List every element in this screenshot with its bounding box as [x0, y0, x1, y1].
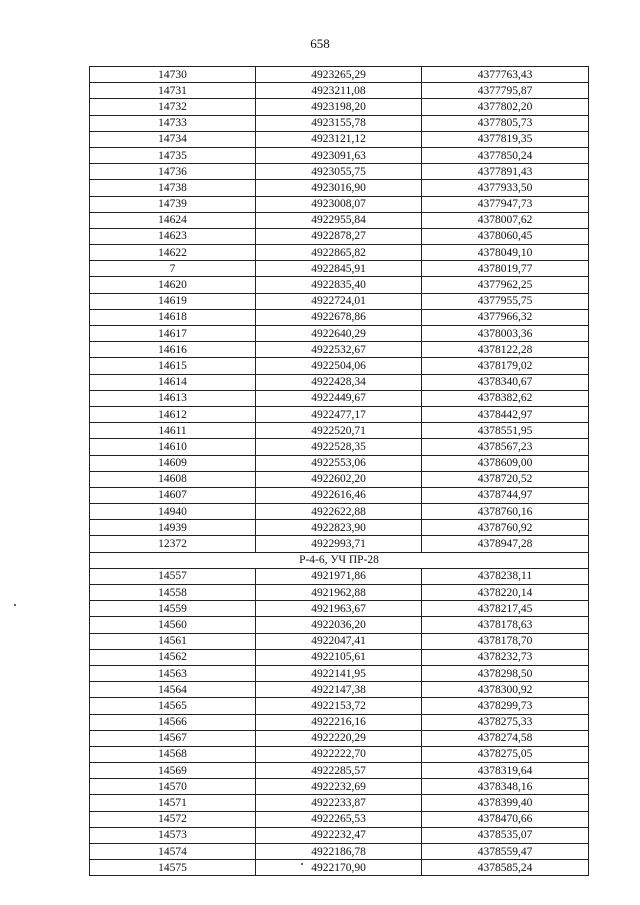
point-number-cell: 14620: [90, 277, 256, 293]
table-row: [90, 147, 589, 163]
x-coordinate-cell: 4922232,47: [256, 827, 422, 843]
point-number-cell: 14734: [90, 131, 256, 147]
table-row: [90, 827, 589, 843]
table-row: [90, 536, 589, 552]
table-row: [90, 293, 589, 309]
table-row: [90, 83, 589, 99]
point-number-cell: 14614: [90, 374, 256, 390]
x-coordinate-cell: 4922724,01: [256, 293, 422, 309]
y-coordinate-cell: 4378003,36: [422, 326, 589, 342]
y-coordinate-cell: 4378760,92: [422, 520, 589, 536]
x-coordinate-cell: 4922233,87: [256, 795, 422, 811]
table-row: [90, 374, 589, 390]
y-coordinate-cell: 4377850,24: [422, 147, 589, 163]
x-coordinate-cell: 4921962,88: [256, 585, 422, 601]
y-coordinate-cell: 4377805,73: [422, 115, 589, 131]
point-number-cell: 14619: [90, 293, 256, 309]
y-coordinate-cell: 4378340,67: [422, 374, 589, 390]
x-coordinate-cell: 4922865,82: [256, 245, 422, 261]
x-coordinate-cell: 4922216,16: [256, 714, 422, 730]
table-row: [90, 455, 589, 471]
x-coordinate-cell: 4922141,95: [256, 665, 422, 681]
point-number-cell: 14623: [90, 228, 256, 244]
point-number-cell: 14617: [90, 326, 256, 342]
y-coordinate-cell: 4378300,92: [422, 682, 589, 698]
table-row: [90, 520, 589, 536]
x-coordinate-cell: 4922845,91: [256, 261, 422, 277]
page-number: 658: [310, 36, 330, 51]
point-number-cell: 14730: [90, 67, 256, 83]
point-number-cell: 14567: [90, 730, 256, 746]
point-number-cell: 14607: [90, 487, 256, 503]
point-number-cell: 14613: [90, 390, 256, 406]
y-coordinate-cell: 4378049,10: [422, 245, 589, 261]
table-row: [90, 131, 589, 147]
point-number-cell: 7: [90, 261, 256, 277]
table-row: [90, 601, 589, 617]
x-coordinate-cell: 4922823,90: [256, 520, 422, 536]
x-coordinate-cell: 4923091,63: [256, 147, 422, 163]
point-number-cell: 14736: [90, 164, 256, 180]
x-coordinate-cell: 4922449,67: [256, 390, 422, 406]
table-row: [90, 245, 589, 261]
table-row: [90, 795, 589, 811]
table-row: [90, 698, 589, 714]
table-row: [90, 390, 589, 406]
table-row: [90, 649, 589, 665]
table-row: [90, 277, 589, 293]
y-coordinate-cell: 4378275,33: [422, 714, 589, 730]
table-row: [90, 406, 589, 422]
point-number-cell: 14939: [90, 520, 256, 536]
point-number-cell: 14561: [90, 633, 256, 649]
x-coordinate-cell: 4922428,34: [256, 374, 422, 390]
point-number-cell: 14557: [90, 568, 256, 584]
y-coordinate-cell: 4378744,97: [422, 487, 589, 503]
x-coordinate-cell: 4922147,38: [256, 682, 422, 698]
y-coordinate-cell: 4378275,05: [422, 746, 589, 762]
x-coordinate-cell: 4922640,29: [256, 326, 422, 342]
point-number-cell: 14615: [90, 358, 256, 374]
x-coordinate-cell: 4922835,40: [256, 277, 422, 293]
y-coordinate-cell: 4377966,32: [422, 309, 589, 325]
y-coordinate-cell: 4378238,11: [422, 568, 589, 584]
y-coordinate-cell: 4378567,23: [422, 439, 589, 455]
point-number-cell: 14608: [90, 471, 256, 487]
y-coordinate-cell: 4378060,45: [422, 228, 589, 244]
table-row: [90, 309, 589, 325]
y-coordinate-cell: 4378535,07: [422, 827, 589, 843]
x-coordinate-cell: 4922878,27: [256, 228, 422, 244]
point-number-cell: 14570: [90, 779, 256, 795]
point-number-cell: 14609: [90, 455, 256, 471]
y-coordinate-cell: 4378319,64: [422, 763, 589, 779]
point-number-cell: 14733: [90, 115, 256, 131]
y-coordinate-cell: 4377947,73: [422, 196, 589, 212]
point-number-cell: 14622: [90, 245, 256, 261]
point-number-cell: 14618: [90, 309, 256, 325]
y-coordinate-cell: 4378220,14: [422, 585, 589, 601]
y-coordinate-cell: 4378019,77: [422, 261, 589, 277]
x-coordinate-cell: 4922678,86: [256, 309, 422, 325]
y-coordinate-cell: 4378470,66: [422, 811, 589, 827]
point-number-cell: 14563: [90, 665, 256, 681]
point-number-cell: 12372: [90, 536, 256, 552]
table-row: [90, 633, 589, 649]
y-coordinate-cell: 4378178,70: [422, 633, 589, 649]
table-row: [90, 358, 589, 374]
point-number-cell: 14610: [90, 439, 256, 455]
table-row: [90, 682, 589, 698]
table-row: [90, 779, 589, 795]
y-coordinate-cell: 4378122,28: [422, 342, 589, 358]
section-title: Р-4-6, УЧ ПР-28: [90, 552, 589, 568]
x-coordinate-cell: 4922170,90: [256, 860, 422, 876]
x-coordinate-cell: 4922553,06: [256, 455, 422, 471]
x-coordinate-cell: 4922616,46: [256, 487, 422, 503]
x-coordinate-cell: 4922047,41: [256, 633, 422, 649]
x-coordinate-cell: 4923008,07: [256, 196, 422, 212]
point-number-cell: 14572: [90, 811, 256, 827]
coordinates-table-body: [90, 67, 589, 876]
x-coordinate-cell: 4922504,06: [256, 358, 422, 374]
table-row: [90, 763, 589, 779]
x-coordinate-cell: 4922222,70: [256, 746, 422, 762]
table-row: [90, 504, 589, 520]
x-coordinate-cell: 4921971,86: [256, 568, 422, 584]
coordinates-table: [89, 66, 589, 876]
x-coordinate-cell: 4922036,20: [256, 617, 422, 633]
point-number-cell: 14573: [90, 827, 256, 843]
y-coordinate-cell: 4377819,35: [422, 131, 589, 147]
y-coordinate-cell: 4377891,43: [422, 164, 589, 180]
y-coordinate-cell: 4378442,97: [422, 406, 589, 422]
x-coordinate-cell: 4921963,67: [256, 601, 422, 617]
point-number-cell: 14575: [90, 860, 256, 876]
x-coordinate-cell: 4922153,72: [256, 698, 422, 714]
table-row: [90, 212, 589, 228]
point-number-cell: 14940: [90, 504, 256, 520]
point-number-cell: 14565: [90, 698, 256, 714]
table-row: [90, 180, 589, 196]
table-row: [90, 617, 589, 633]
x-coordinate-cell: 4922993,71: [256, 536, 422, 552]
table-row: [90, 342, 589, 358]
table-row: [90, 746, 589, 762]
table-row: [90, 471, 589, 487]
scan-speck: [301, 863, 303, 865]
table-row: [90, 487, 589, 503]
y-coordinate-cell: 4378179,02: [422, 358, 589, 374]
y-coordinate-cell: 4378232,73: [422, 649, 589, 665]
y-coordinate-cell: 4377795,87: [422, 83, 589, 99]
y-coordinate-cell: 4378348,16: [422, 779, 589, 795]
point-number-cell: 14612: [90, 406, 256, 422]
table-row: [90, 228, 589, 244]
y-coordinate-cell: 4377955,75: [422, 293, 589, 309]
table-row: [90, 730, 589, 746]
y-coordinate-cell: 4378299,73: [422, 698, 589, 714]
table-row: [90, 844, 589, 860]
point-number-cell: 14738: [90, 180, 256, 196]
y-coordinate-cell: 4378585,24: [422, 860, 589, 876]
x-coordinate-cell: 4923211,08: [256, 83, 422, 99]
table-row: [90, 714, 589, 730]
table-row: [90, 665, 589, 681]
y-coordinate-cell: 4378947,28: [422, 536, 589, 552]
point-number-cell: 14739: [90, 196, 256, 212]
y-coordinate-cell: 4377763,43: [422, 67, 589, 83]
x-coordinate-cell: 4922532,67: [256, 342, 422, 358]
point-number-cell: 14732: [90, 99, 256, 115]
table-row: [90, 423, 589, 439]
x-coordinate-cell: 4923121,12: [256, 131, 422, 147]
y-coordinate-cell: 4378760,16: [422, 504, 589, 520]
table-row: [90, 67, 589, 83]
x-coordinate-cell: 4922285,57: [256, 763, 422, 779]
table-row: [90, 196, 589, 212]
x-coordinate-cell: 4923055,75: [256, 164, 422, 180]
y-coordinate-cell: 4378178,63: [422, 617, 589, 633]
y-coordinate-cell: 4378609,00: [422, 455, 589, 471]
point-number-cell: 14558: [90, 585, 256, 601]
y-coordinate-cell: 4378274,58: [422, 730, 589, 746]
scan-speck: [14, 604, 16, 606]
x-coordinate-cell: 4922105,61: [256, 649, 422, 665]
table-row: [90, 860, 589, 876]
table-row: [90, 164, 589, 180]
table-row: [90, 439, 589, 455]
point-number-cell: 14560: [90, 617, 256, 633]
y-coordinate-cell: 4378298,50: [422, 665, 589, 681]
x-coordinate-cell: 4923155,78: [256, 115, 422, 131]
y-coordinate-cell: 4377962,25: [422, 277, 589, 293]
x-coordinate-cell: 4923198,20: [256, 99, 422, 115]
table-row: [90, 261, 589, 277]
y-coordinate-cell: 4377802,20: [422, 99, 589, 115]
point-number-cell: 14569: [90, 763, 256, 779]
point-number-cell: 14574: [90, 844, 256, 860]
section-row: [90, 552, 589, 568]
y-coordinate-cell: 4378217,45: [422, 601, 589, 617]
y-coordinate-cell: 4378720,52: [422, 471, 589, 487]
x-coordinate-cell: 4922520,71: [256, 423, 422, 439]
x-coordinate-cell: 4922220,29: [256, 730, 422, 746]
point-number-cell: 14731: [90, 83, 256, 99]
table-row: [90, 326, 589, 342]
point-number-cell: 14616: [90, 342, 256, 358]
point-number-cell: 14611: [90, 423, 256, 439]
y-coordinate-cell: 4377933,50: [422, 180, 589, 196]
point-number-cell: 14564: [90, 682, 256, 698]
y-coordinate-cell: 4378382,62: [422, 390, 589, 406]
point-number-cell: 14735: [90, 147, 256, 163]
x-coordinate-cell: 4923265,29: [256, 67, 422, 83]
y-coordinate-cell: 4378551,95: [422, 423, 589, 439]
x-coordinate-cell: 4922265,53: [256, 811, 422, 827]
x-coordinate-cell: 4923016,90: [256, 180, 422, 196]
point-number-cell: 14566: [90, 714, 256, 730]
x-coordinate-cell: 4922602,20: [256, 471, 422, 487]
table-row: [90, 99, 589, 115]
point-number-cell: 14568: [90, 746, 256, 762]
point-number-cell: 14624: [90, 212, 256, 228]
point-number-cell: 14559: [90, 601, 256, 617]
x-coordinate-cell: 4922955,84: [256, 212, 422, 228]
point-number-cell: 14562: [90, 649, 256, 665]
x-coordinate-cell: 4922232,69: [256, 779, 422, 795]
table-row: [90, 568, 589, 584]
y-coordinate-cell: 4378559,47: [422, 844, 589, 860]
x-coordinate-cell: 4922186,78: [256, 844, 422, 860]
x-coordinate-cell: 4922528,35: [256, 439, 422, 455]
table-row: [90, 115, 589, 131]
point-number-cell: 14571: [90, 795, 256, 811]
table-row: [90, 585, 589, 601]
y-coordinate-cell: 4378399,40: [422, 795, 589, 811]
x-coordinate-cell: 4922477,17: [256, 406, 422, 422]
table-row: [90, 811, 589, 827]
x-coordinate-cell: 4922622,88: [256, 504, 422, 520]
y-coordinate-cell: 4378007,62: [422, 212, 589, 228]
